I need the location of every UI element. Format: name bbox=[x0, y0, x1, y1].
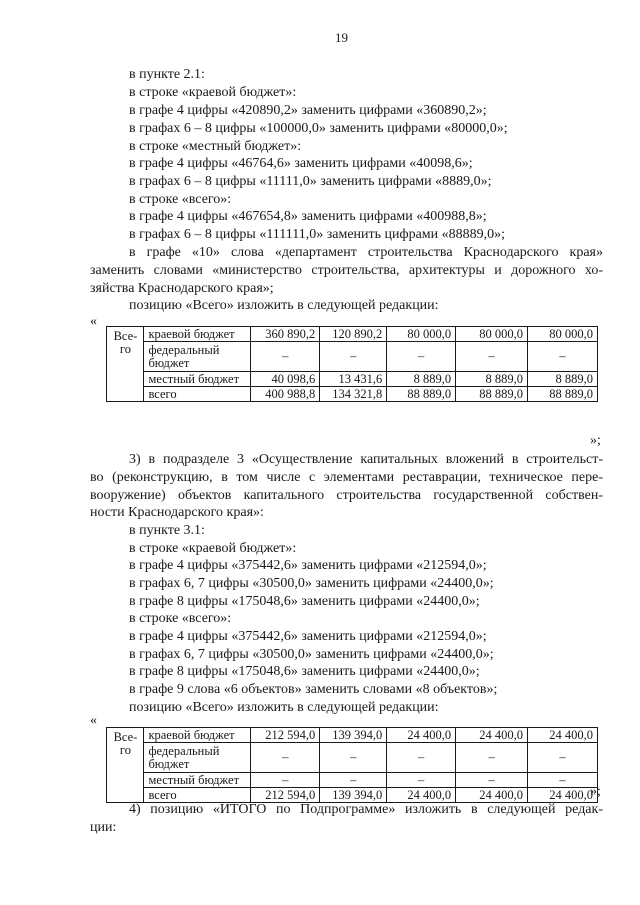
table-cell: 24 400,0 bbox=[387, 788, 456, 803]
text-line: в графах 6 – 8 цифры «111111,0» заменить цифрами «88889,0»; bbox=[129, 227, 506, 242]
text-line: вооружение) объектов капитального строительства государственной собствен- bbox=[90, 488, 603, 503]
table-row bbox=[90, 342, 598, 372]
table-cell: – bbox=[456, 342, 528, 372]
table-row bbox=[90, 387, 598, 402]
table-row bbox=[90, 327, 598, 342]
table-cell: 80 000,0 bbox=[456, 327, 528, 342]
table-cell: 40 098,6 bbox=[251, 372, 320, 387]
text-line: зяйства Краснодарского края»; bbox=[90, 281, 274, 296]
table-cell: 400 988,8 bbox=[251, 387, 320, 402]
table-cell: всего bbox=[144, 788, 251, 803]
table-cell: 24 400,0 bbox=[528, 728, 598, 743]
table-cell: – bbox=[528, 743, 598, 773]
text-line: позицию «Всего» изложить в следующей редакции: bbox=[129, 298, 439, 313]
text-line: в графе 8 цифры «175048,6» заменить цифрами «24400,0»; bbox=[129, 594, 480, 609]
table-cell: местный бюджет bbox=[144, 372, 251, 387]
text-line: заменить словами «министерство строительства, архитектуры и дорожного хо- bbox=[90, 263, 603, 278]
quote-close: »; bbox=[590, 433, 601, 448]
table-cell: 24 400,0 bbox=[528, 788, 598, 803]
table-cell: 88 889,0 bbox=[387, 387, 456, 402]
text-line: 4) позицию «ИТОГО по Подпрограмме» изложить в следующей редак- bbox=[129, 802, 603, 817]
table-cell: – bbox=[251, 342, 320, 372]
table-cell: – bbox=[251, 743, 320, 773]
table-cell: 24 400,0 bbox=[456, 788, 528, 803]
total-label-cell: Все-го bbox=[107, 728, 144, 803]
table-cell: – bbox=[387, 773, 456, 788]
table-cell: – bbox=[320, 743, 387, 773]
table-cell: 24 400,0 bbox=[456, 728, 528, 743]
table-cell: – bbox=[456, 743, 528, 773]
text-line: в графе 9 слова «6 объектов» заменить словами «8 объектов»; bbox=[129, 682, 498, 697]
table-2 bbox=[90, 727, 598, 803]
table-cell: – bbox=[456, 773, 528, 788]
text-line: в графе 8 цифры «175048,6» заменить цифрами «24400,0»; bbox=[129, 664, 480, 679]
table-cell: – bbox=[320, 342, 387, 372]
table-row bbox=[90, 773, 598, 788]
table-cell: 139 394,0 bbox=[320, 728, 387, 743]
table-cell: местный бюджет bbox=[144, 773, 251, 788]
text-line: в строке «местный бюджет»: bbox=[129, 139, 302, 154]
text-line: в графах 6 – 8 цифры «100000,0» заменить цифрами «80000,0»; bbox=[129, 121, 508, 136]
text-line: в строке «краевой бюджет»: bbox=[129, 541, 297, 556]
table-cell: 120 890,2 bbox=[320, 327, 387, 342]
table-row bbox=[90, 728, 598, 743]
text-line: в графах 6 – 8 цифры «11111,0» заменить цифрами «8889,0»; bbox=[129, 174, 492, 189]
table-row bbox=[90, 372, 598, 387]
text-line: во (реконструкцию, в том числе с элементами реставрации, техническое пере- bbox=[90, 470, 603, 485]
table-empty-col bbox=[90, 728, 107, 803]
table-cell: 8 889,0 bbox=[456, 372, 528, 387]
table-cell: федеральный бюджет bbox=[144, 743, 251, 773]
text-line: ности Краснодарского края»: bbox=[90, 505, 264, 520]
table-cell: 80 000,0 bbox=[528, 327, 598, 342]
text-line: в графе 4 цифры «46764,6» заменить цифрами «40098,6»; bbox=[129, 156, 473, 171]
text-line: в пункте 2.1: bbox=[129, 67, 205, 82]
table-cell: – bbox=[528, 773, 598, 788]
table-cell: 8 889,0 bbox=[528, 372, 598, 387]
text-line: в графе 4 цифры «420890,2» заменить цифрами «360890,2»; bbox=[129, 103, 487, 118]
quote-open: « bbox=[90, 314, 97, 329]
text-line: позицию «Всего» изложить в следующей редакции: bbox=[129, 700, 439, 715]
text-line: в графах 6, 7 цифры «30500,0» заменить цифрами «24400,0»; bbox=[129, 647, 494, 662]
table-cell: – bbox=[320, 773, 387, 788]
table-cell: краевой бюджет bbox=[144, 728, 251, 743]
table-cell: 360 890,2 bbox=[251, 327, 320, 342]
table-cell: 88 889,0 bbox=[456, 387, 528, 402]
table-row bbox=[90, 743, 598, 773]
table-cell: – bbox=[387, 743, 456, 773]
quote-open: « bbox=[90, 713, 97, 728]
text-line: в строке «всего»: bbox=[129, 611, 232, 626]
table-cell: всего bbox=[144, 387, 251, 402]
table-cell: – bbox=[387, 342, 456, 372]
table-cell: 134 321,8 bbox=[320, 387, 387, 402]
table-cell: федеральный бюджет bbox=[144, 342, 251, 372]
table-cell: 212 594,0 bbox=[251, 788, 320, 803]
table-cell: 24 400,0 bbox=[387, 728, 456, 743]
text-line: в пункте 3.1: bbox=[129, 523, 205, 538]
page-number: 19 bbox=[335, 30, 348, 45]
text-line: в графе 4 цифры «375442,6» заменить цифрами «212594,0»; bbox=[129, 558, 487, 573]
table-cell: 139 394,0 bbox=[320, 788, 387, 803]
text-line: в графах 6, 7 цифры «30500,0» заменить цифрами «24400,0»; bbox=[129, 576, 494, 591]
table-cell: краевой бюджет bbox=[144, 327, 251, 342]
table-cell: 88 889,0 bbox=[528, 387, 598, 402]
text-line: в строке «всего»: bbox=[129, 192, 232, 207]
table-empty-col bbox=[90, 327, 107, 402]
quote-close: »; bbox=[590, 784, 601, 799]
text-line: в графе 4 цифры «375442,6» заменить цифрами «212594,0»; bbox=[129, 629, 487, 644]
table-cell: – bbox=[528, 342, 598, 372]
text-line: в графе 4 цифры «467654,8» заменить цифрами «400988,8»; bbox=[129, 209, 487, 224]
table-cell: 8 889,0 bbox=[387, 372, 456, 387]
text-line: в графе «10» слова «департамент строительства Краснодарского края» bbox=[129, 245, 603, 260]
table-cell: 80 000,0 bbox=[387, 327, 456, 342]
table-1 bbox=[90, 326, 598, 402]
total-label-cell: Все-го bbox=[107, 327, 144, 402]
text-line: 3) в подразделе 3 «Осуществление капитальных вложений в строительст- bbox=[129, 452, 603, 467]
table-cell: 13 431,6 bbox=[320, 372, 387, 387]
text-line: в строке «краевой бюджет»: bbox=[129, 85, 297, 100]
table-cell: 212 594,0 bbox=[251, 728, 320, 743]
text-line: ции: bbox=[90, 820, 117, 835]
table-cell: – bbox=[251, 773, 320, 788]
